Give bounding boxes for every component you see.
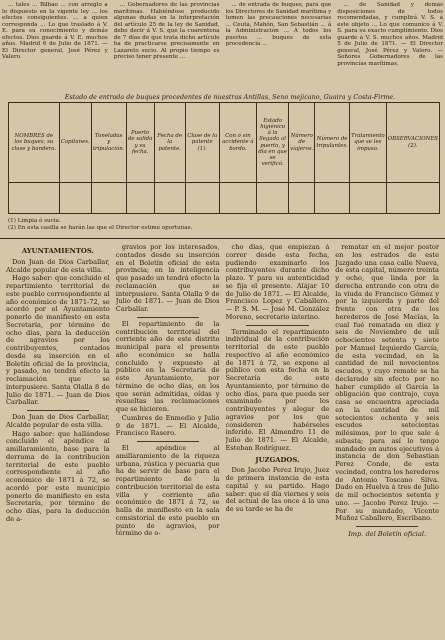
printer-imprint: Imp. del Boletín oficial. (348, 530, 427, 538)
header-observations: OBSERVACIONES (2). (386, 103, 439, 183)
notice-paragraph: Don Juan de Dios Carballar, Alcalde popular de esta villa. (6, 257, 110, 274)
notice-paragraph: rematar en el mejor postor en los estrados de este Juzgado una casa calle Nueva, de esta capital, número treinta y ocho, que linda por la derecha entrando con otra de la viuda de Francisco Gómez y por la izquierda y parte del frente con otra de los herederos de José Macías, la cual fué rematada en diez y seis de Noviembre de mil ochocientos setenta y siete por Manuel Izquierdo García, de esta vecindad, en la cantidad de mil novecientos escudos, y cuyo remate se ha declarado sin efecto por no haber cumplido el García la obligación que contrajo, cuya casa se encuentra apreciada en la cantidad de mil setecientos ochenta y seis escudos setecientas milésimas, por lo que sale á subasta; para así lo tengo mandado en autos ejecutivos á instancia de don Sebastian Perez Conde, de esta vecindad, contra los herederos de Antonio Toscano Silva. Dado en Huelva á tres de Julio de mil ochocientos setenta y uno. — Jacobo Perez Irujo. — Por su mandado, Vicente Muñoz Caballero, Escribano. (335, 244, 439, 523)
header-patent-class: Clase de la patente (1). (185, 103, 219, 183)
notice-paragraph: El apéndice al amillaramiento de la riqueza urbana, rústica y pecuaria que ha de servir de base para el repartimiento de la contribución territorial de esta villa y corriente año económico de 1871 á 72, se halla de manifiesto en la sala consistorial de este pueblo en punto de agravios, por término de o- (115, 444, 220, 538)
header-patent-date: Fecha de la patente. (154, 103, 185, 183)
footnote-2: (2) En esta casilla se harán las que el Director estime oportunas. (8, 225, 193, 231)
table-cell (349, 183, 386, 214)
header-ship-names: NOMBRES de los buques, su clase y bandera. (9, 103, 60, 183)
table-empty-row (9, 183, 440, 214)
table-cell (219, 183, 256, 214)
table-cell (126, 183, 154, 214)
ship-entry-table (8, 102, 440, 214)
header-treatment: Tratamiento que se les impuso. (349, 103, 386, 183)
bottom-text-columns (6, 244, 439, 636)
notice-paragraph: Cumbres de Enmedio y Julio 9 de 1871. — El Alcalde, Francisco Rasero. (115, 413, 220, 438)
table-cell (257, 183, 289, 214)
table-cell (154, 183, 185, 214)
top-paragraph: ... tales ... Bilbao ... con arreglo a lo dispuesto en la vigente ley ... los efectos consiguientes. ... a quien corresponda ... Lo que traslado á V. E. para su conocimiento y demás efectos. Dios guarde á V. E. muchos años. Madrid 6 de Julio de 1871. — El Director general, José Pérez y Valero. (2, 2, 108, 60)
top-paragraph: ... Gobernadores de las provincias marítimas. Habiéndose producido algunas dudas en la interpretación del artículo 25 de la ley de Sanidad, debo decir á V. S. que la cuarentena de 7 días de que trata dicho artículo ha de practicarse precisamente en Lazareto sucio. Al propio tiempo es preciso tener presente ... (113, 2, 220, 60)
bottom-column-3 (226, 244, 330, 636)
table-cell (59, 183, 91, 214)
header-captains: Capitanes. (59, 103, 91, 183)
top-column-4 (337, 2, 443, 90)
notice-paragraph: Don Jacobo Perez Irujo, Juez de primera instancia de esta capital y su partido. Hago saber: que el día viernes y seis del actual de las once á la una de su tarde se ha de (225, 466, 330, 513)
notice-paragraph: cho días, que empiezan á correr desde esta fecha, pudiendo examinarlo los contribuyentes durante dicho plazo. Y para su autenticidad se fija el presente. Alájar 10 de Julio de 1871. — El Alcalde, Francisco Lopez y Caballero. — P. S. M. — José M. González Moreno, secretario interino. (225, 244, 330, 321)
notice-paragraph: Don Juan de Dios Carballar, Alcalde popular de esta villa. (6, 413, 110, 429)
top-paragraph: ... de entrada de buques, para que los Directores de Sanidad marítima y tomen las precauciones necesarias ... Ceuta, Mahón, San Sebastián ... á la Administración ... A todos los puertos ... buques de esta procedencia ... (225, 2, 332, 47)
top-text-columns (2, 2, 443, 90)
notice-paragraph: El repartimiento de la contribución territorial del corriente año de este distrito municipal para el presente año económico se halla concluido y expuesto al público en la Secretaría de este Ayuntamiento, por término de ocho días, en los que serán admitidas, oídas y resueltas las reclamaciones que se hicieren. (115, 319, 220, 413)
table-cell (386, 183, 439, 214)
header-hygiene: Estado higiénico á la llegada al puerto, y día en que se verificó. (257, 103, 289, 183)
header-departure: Puerto de salida y su fecha. (126, 103, 154, 183)
table-cell (315, 183, 350, 214)
table-header-row (9, 103, 440, 183)
header-accident: Con ó sin accidente á bordo. (219, 103, 256, 183)
bottom-column-1 (6, 244, 110, 636)
table-cell (9, 183, 60, 214)
header-crew: Número de tripulantes. (315, 103, 350, 183)
header-tonnage: Toneladas y tripulación. (91, 103, 126, 183)
table-cell (185, 183, 219, 214)
divider (356, 526, 418, 527)
section-divider (0, 238, 445, 239)
notice-paragraph: Hago saber: que concluido el repartimiento territorial de este pueblo correspondiente al año económico de 1871-72, se acordó por el Ayuntamiento ponerlo de manifiesto en esta Secretaría, por término de ocho días, para la deducción de agravios por los contribuyentes, contados desde su inserción en el Boletín oficial de la provincia, y pasado, no tendrá efecto la reclamación que se interpusiere. Santa Olalla 8 de Julio de 1871. — Juan de Dios Carballar. (6, 274, 110, 407)
section-heading-ayuntamientos: AYUNTAMIENTOS. (21, 247, 94, 255)
footnote-1: (1) Limpia ó sucia. (8, 218, 61, 224)
table-cell (91, 183, 126, 214)
divider (137, 441, 199, 442)
top-column-2 (114, 2, 220, 90)
bottom-column-4 (335, 244, 439, 636)
divider (246, 325, 308, 326)
top-column-3 (226, 2, 332, 90)
notice-paragraph: Hago saber: que hallándose concluido el apéndice al amillaramiento, base para la derrama de la contribución territorial de este pueblo correspondiente al año económico de 1871 á 72, se acordó por este municipio ponerlo de manifiesto en esta Secretaría, por término de ocho días, para la deducción de a- (6, 429, 110, 523)
notice-paragraph: Terminado el repartimiento individual de la contribución territorial de este pueblo respectivo al año económico de 1871 á 72, se expone al público con esta fecha en la Secretaría de este Ayuntamiento, por término de ocho días, para que pueda ser examinado por los contribuyentes y alegar de agravios por los que consideren habérseles inferido. El Almendro 11 de Julio de 1871. — El Alcalde, Esteban Rodríguez. (225, 327, 330, 452)
bottom-column-2 (116, 244, 220, 636)
table-title: Estado de entrada de buques procedentes de nuestras Antillas, Seno mejicano, Guaira y Costa-Firme. (64, 93, 396, 101)
top-paragraph: ... de Sanidad y demás disposiciones de todos recomendadas, y cumplirá V. S. á este objeto ... Lo que comunico á V. S. para su exacto cumplimiento. Dios guarde á V. S. muchos años. Madrid 5 de Julio de 1871. — El Director general, José Pérez y Valero. — Señores Gobernadores de las provincias marítimas. (337, 2, 443, 67)
table-cell (289, 183, 315, 214)
table-footnotes (8, 218, 192, 232)
top-column-1 (2, 2, 108, 90)
divider (27, 410, 89, 411)
section-heading-juzgados: JUZGADOS. (255, 455, 300, 464)
divider (137, 317, 199, 318)
notice-paragraph: gravios por los interesados, contados desde su inserción en el Boletín oficial de esta provincia; en la inteligencia que pasado un tendrá efecto la reclamación que se interpusiere. Santa Olalla 9 de Julio de 1871. — Juan de Dios Carballar. (115, 244, 220, 313)
header-travellers: Número de viajeros. (289, 103, 315, 183)
